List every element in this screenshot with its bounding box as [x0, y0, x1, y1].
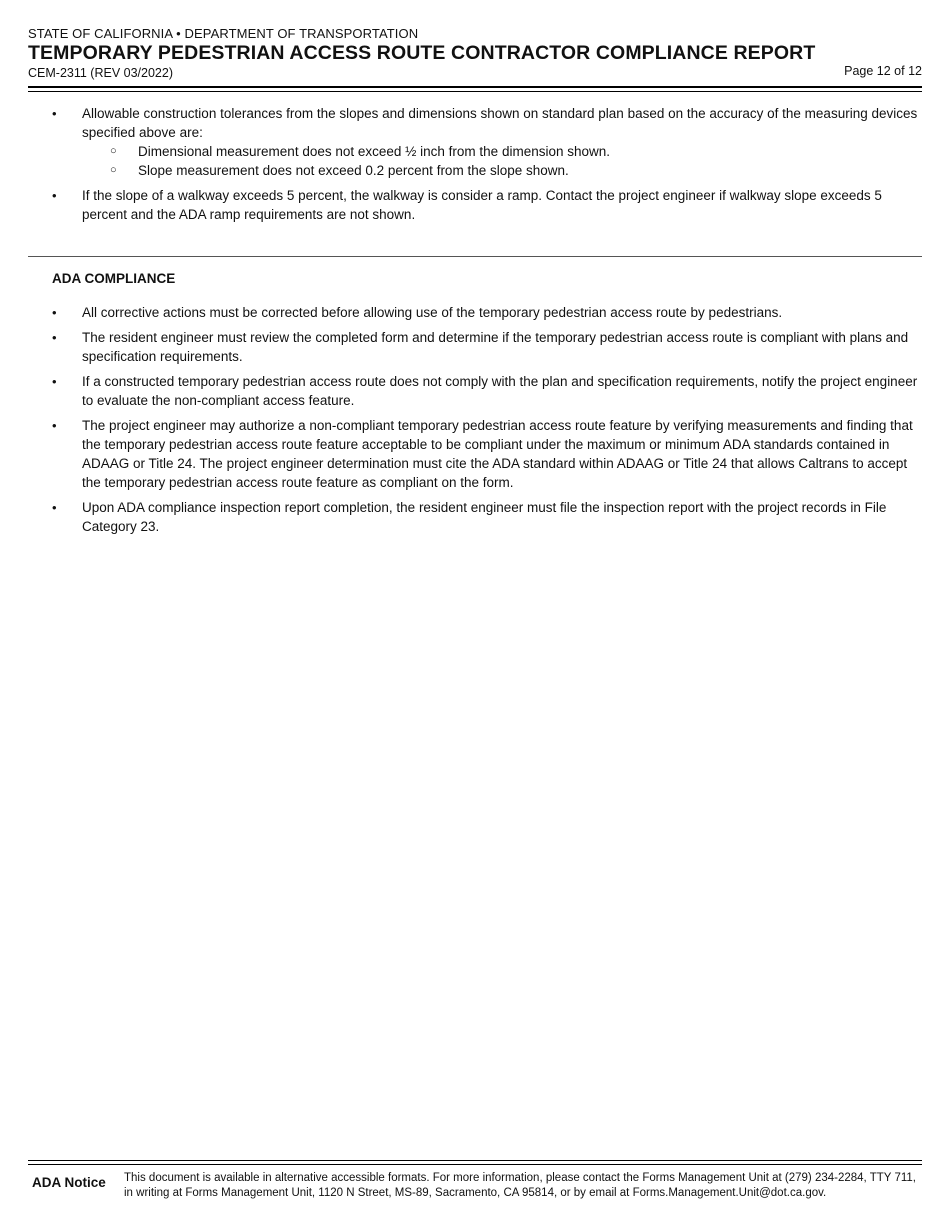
section-heading: ADA COMPLIANCE [52, 271, 176, 286]
list-item [30, 416, 922, 492]
bullet-icon: • [52, 305, 57, 320]
form-info-line [28, 65, 922, 81]
sub-list-item [82, 142, 922, 161]
tolerance-sublist [82, 142, 922, 180]
list-item-text: The project engineer may authorize a non-compliant temporary pedestrian access route feature by verifying measurements and finding that the temporary pedestrian access route feature acceptable to be compliant under the maximum or minimum ADA standards contained in ADAAG or Title 24. The project engineer determination must cite the ADA standard within ADAAG or Title 24 that allows Caltrans to accept the temporary pedestrian access route feature as compliant on the form. [82, 418, 913, 490]
ada-compliance-list [30, 303, 922, 536]
list-item [30, 328, 922, 366]
sub-list-item [82, 161, 922, 180]
sub-list-item-text: Slope measurement does not exceed 0.2 percent from the slope shown. [138, 163, 569, 178]
footer-rule-bottom [28, 1164, 922, 1165]
circle-bullet-icon: ○ [110, 145, 117, 157]
sub-list-item-text: Dimensional measurement does not exceed ½ inch from the dimension shown. [138, 144, 610, 159]
list-item-text: Allowable construction tolerances from the slopes and dimensions shown on standard plan based on the accuracy of the measuring devices specified above are: [82, 106, 918, 140]
list-item-text: If the slope of a walkway exceeds 5 percent, the walkway is consider a ramp. Contact the project engineer if walkway slope exceeds 5 percent and the ADA ramp requirements are not shown. [82, 188, 882, 222]
list-item [30, 186, 922, 224]
tolerances-list [30, 104, 922, 224]
form-title: TEMPORARY PEDESTRIAN ACCESS ROUTE CONTRACTOR COMPLIANCE REPORT [28, 42, 816, 64]
bullet-icon: • [52, 500, 57, 515]
ada-notice-label: ADA Notice [32, 1175, 106, 1190]
page-header [28, 26, 922, 81]
bullet-icon: • [52, 106, 57, 121]
form-number: CEM-2311 (REV 03/2022) [28, 66, 173, 80]
tolerances-section [30, 104, 922, 230]
circle-bullet-icon: ○ [110, 164, 117, 176]
agency-name: STATE OF CALIFORNIA • DEPARTMENT OF TRANSPORTATION [28, 26, 419, 41]
ada-compliance-section [30, 270, 922, 542]
list-item [30, 498, 922, 536]
header-rule-thin [28, 91, 922, 92]
bullet-icon: • [52, 418, 57, 433]
list-item [30, 104, 922, 180]
list-item-text: The resident engineer must review the completed form and determine if the temporary pedestrian access route is compliant with plans and specification requirements. [82, 330, 909, 364]
list-item-text: If a constructed temporary pedestrian access route does not comply with the plan and specification requirements, notify the project engineer to evaluate the non-compliant access feature. [82, 374, 918, 408]
section-divider [28, 256, 922, 257]
list-item-text: Upon ADA compliance inspection report completion, the resident engineer must file the inspection report with the project records in File Category 23. [82, 500, 887, 534]
list-item [30, 303, 922, 322]
footer-rule-top [28, 1160, 922, 1161]
list-item-text: All corrective actions must be corrected before allowing use of the temporary pedestrian access route by pedestrians. [82, 305, 783, 320]
bullet-icon: • [52, 188, 57, 203]
bullet-icon: • [52, 374, 57, 389]
header-rule-thick [28, 86, 922, 88]
page-number: Page 12 of 12 [844, 64, 922, 78]
list-item [30, 372, 922, 410]
bullet-icon: • [52, 330, 57, 345]
ada-notice-text: This document is available in alternative accessible formats. For more information, please contact the Forms Management Unit at (279) 234-2284, TTY 711, in writing at Forms Management Unit, 1120 N Street, MS-89, Sacramento, CA 95814, or by email at Forms.Management.Unit@dot.ca.gov. [124, 1172, 916, 1199]
